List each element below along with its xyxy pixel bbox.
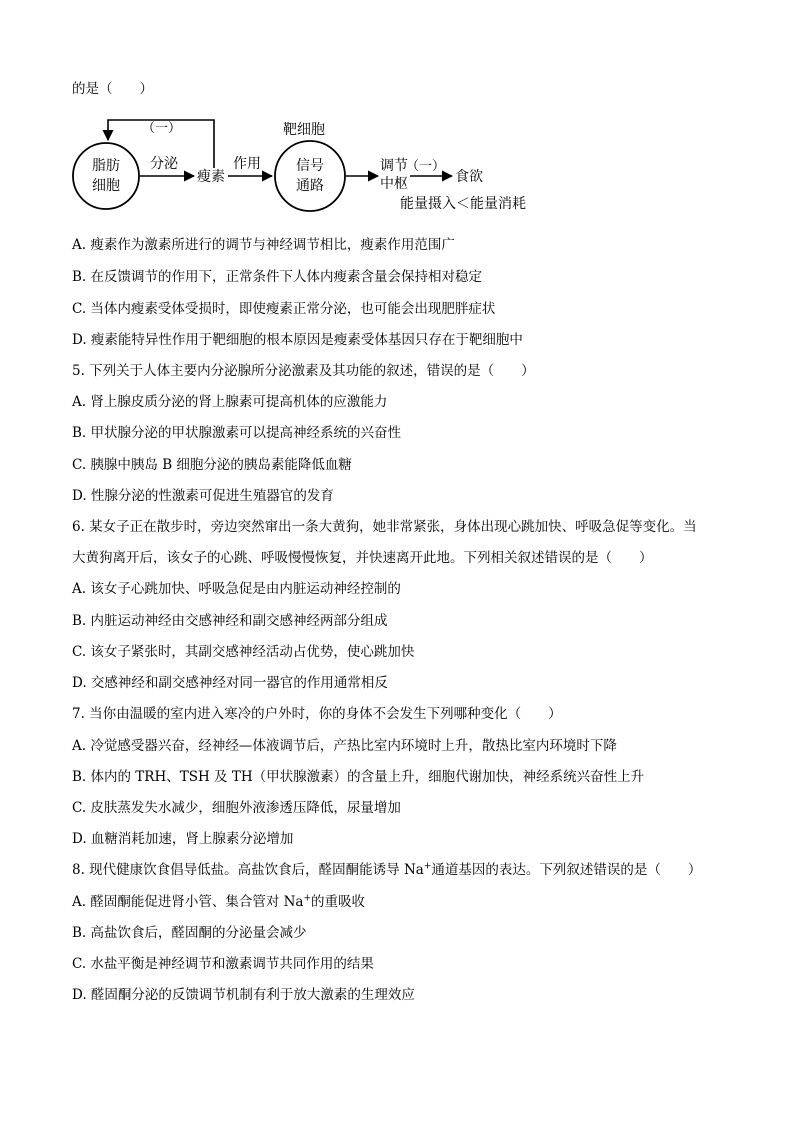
q8-stem (72, 861, 701, 879)
q8-option-b: B. 高盐饮食后，醛固酮的分泌量会减少 (72, 925, 307, 941)
fat-cell-circle (73, 143, 139, 209)
q7-option-d: D. 血糖消耗加速，肾上腺素分泌增加 (72, 831, 294, 847)
q6-stem-line1: 6. 某女子正在散步时，旁边突然窜出一条大黄狗，她非常紧张，身体出现心跳加快、呼吸急促等变化。当 (72, 519, 697, 535)
q5-option-c: C. 胰腺中胰岛 B 细胞分泌的胰岛素能降低血糖 (72, 457, 352, 473)
q5-option-a: A. 肾上腺皮质分泌的肾上腺素可提高机体的应激能力 (72, 394, 388, 410)
signal-path-label-1: 信号 (296, 158, 324, 174)
target-cell-circle (275, 141, 345, 211)
act-label: 作用 (233, 156, 261, 172)
question-intro-tail: 的是（ ） (72, 81, 153, 97)
fat-cell-label-2: 细胞 (92, 178, 120, 194)
target-cell-label: 靶细胞 (283, 122, 325, 138)
q4-option-d: D. 瘦素能特异性作用于靶细胞的根本原因是瘦素受体基因只存在于靶细胞中 (72, 332, 523, 348)
q8-option-d: D. 醛固酮分泌的反馈调节机制有利于放大激素的生理效应 (72, 987, 415, 1003)
fat-cell-label-1: 脂肪 (92, 158, 120, 174)
leptin-regulation-diagram (70, 112, 550, 217)
q5-option-d: D. 性腺分泌的性激素可促进生殖器官的发育 (72, 488, 334, 504)
regulate-minus-label: （一） (406, 159, 446, 174)
feedback-minus-label: （一） (142, 121, 182, 136)
regulate-center-label-2: 中枢 (380, 176, 408, 192)
q7-stem: 7. 当你由温暖的室内进入寒冷的户外时，你的身体不会发生下列哪种变化（ ） (72, 706, 562, 722)
q7-option-b: B. 体内的 TRH、TSH 及 TH（甲状腺激素）的含量上升，细胞代谢加快，神经系统兴奋性上升 (72, 769, 645, 785)
q6-option-c: C. 该女子紧张时，其副交感神经活动占优势，使心跳加快 (72, 644, 415, 660)
signal-path-label-2: 通路 (296, 178, 324, 194)
q4-option-b: B. 在反馈调节的作用下，正常条件下人体内瘦素含量会保持相对稳定 (72, 269, 483, 285)
q8-option-c: C. 水盐平衡是神经调节和激素调节共同作用的结果 (72, 956, 374, 972)
q7-option-a: A. 冷觉感受器兴奋，经神经—体液调节后，产热比室内环境时上升，散热比室内环境时下降 (72, 738, 617, 754)
appetite-label: 食欲 (455, 169, 483, 185)
q8-option-a-sup: + (303, 893, 312, 904)
q8-option-a-part2: 的重吸收 (311, 894, 366, 910)
q7-option-c: C. 皮肤蒸发失水减少，细胞外液渗透压降低，尿量增加 (72, 800, 401, 816)
q8-option-a (72, 893, 365, 911)
q5-option-b: B. 甲状腺分泌的甲状腺激素可以提高神经系统的兴奋性 (72, 425, 402, 441)
q4-option-c: C. 当体内瘦素受体受损时，即使瘦素正常分泌，也可能会出现肥胖症状 (72, 301, 496, 317)
q5-stem: 5. 下列关于人体主要内分泌腺所分泌激素及其功能的叙述，错误的是（ ） (72, 363, 535, 379)
secrete-label: 分泌 (150, 156, 178, 172)
q8-stem-part1: 8. 现代健康饮食倡导低盐。高盐饮食后，醛固酮能诱导 Na (72, 862, 424, 878)
q8-option-a-part1: A. 醛固酮能促进肾小管、集合管对 Na (72, 894, 304, 910)
q8-stem-sup: + (423, 861, 432, 872)
q8-stem-part2: 通道基因的表达。下列叙述错误的是（ ） (431, 862, 702, 878)
energy-balance-label: 能量摄入＜能量消耗 (400, 196, 526, 212)
q4-option-a: A. 瘦素作为激素所进行的调节与神经调节相比，瘦素作用范围广 (72, 237, 455, 253)
q6-option-b: B. 内脏运动神经由交感神经和副交感神经两部分组成 (72, 613, 388, 629)
q6-option-d: D. 交感神经和副交感神经对同一器官的作用通常相反 (72, 675, 388, 691)
regulate-center-label-1: 调节 (380, 158, 408, 174)
q6-stem-line2: 大黄狗离开后，该女子的心跳、呼吸慢慢恢复，并快速离开此地。下列相关叙述错误的是（ ） (72, 550, 653, 566)
leptin-label: 瘦素 (197, 169, 225, 185)
q6-option-a: A. 该女子心跳加快、呼吸急促是由内脏运动神经控制的 (72, 581, 401, 597)
